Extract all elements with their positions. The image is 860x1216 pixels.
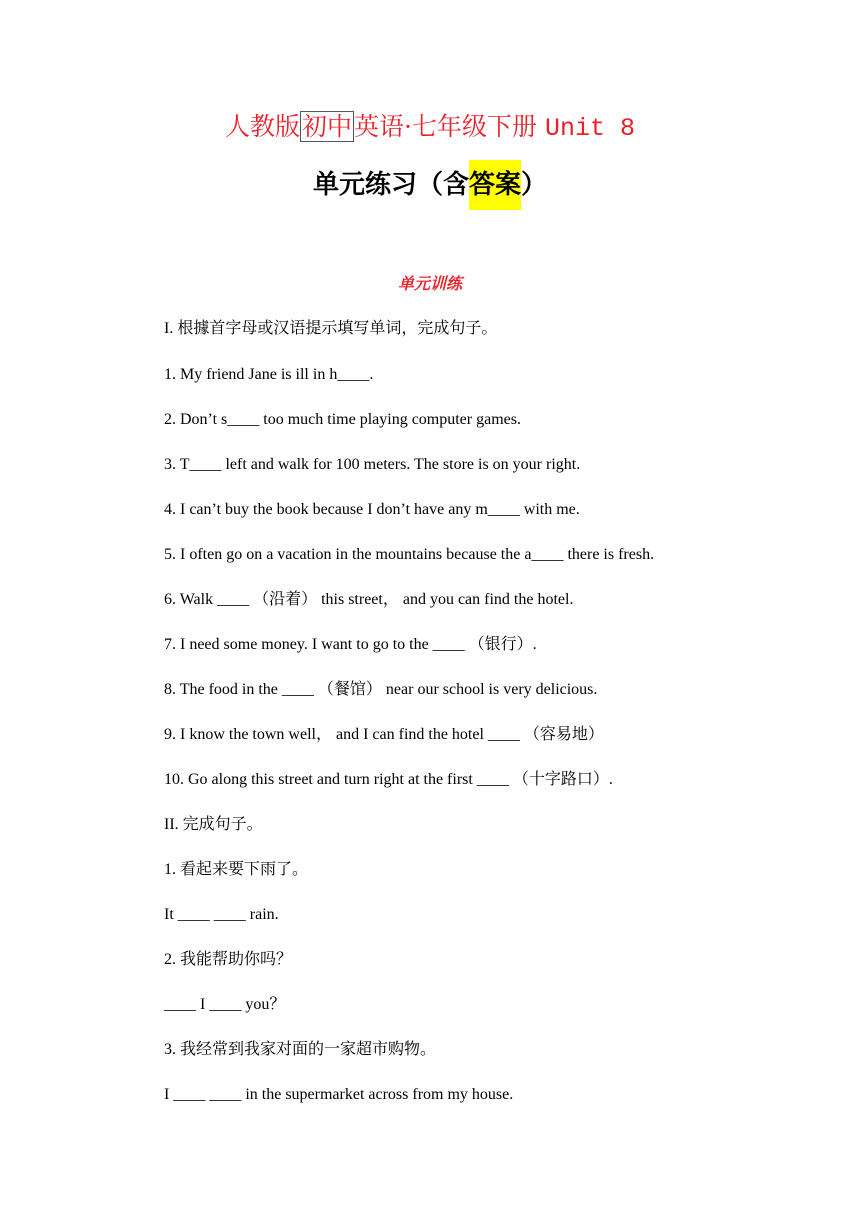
exercise-line: 7. I need some money. I want to go to the ____ （银行）. <box>164 636 537 653</box>
subtitle-after: ） <box>521 170 548 200</box>
exercise-line: 3. 我经常到我家对面的一家超市购物。 <box>164 1041 437 1058</box>
exercise-line: 2. Don’t s____ too much time playing computer games. <box>164 411 521 428</box>
exercise-line: 9. I know the town well， and I can find the hotel ____ （容易地） <box>164 726 604 743</box>
title-prefix: 人教版 <box>225 112 301 141</box>
exercise-line: 3. T____ left and walk for 100 meters. The store is on your right. <box>164 456 581 473</box>
exercise-line: 8. The food in the ____ （餐馆） near our school is very delicious. <box>164 681 598 698</box>
title-middle: 英语·七年级下册 <box>354 112 545 141</box>
title-boxed-text: 初中 <box>302 112 353 141</box>
subtitle-highlight: 答案 <box>469 160 521 210</box>
exercise-line: I ____ ____ in the supermarket across from my house. <box>164 1086 514 1103</box>
section-heading: 单元训练 <box>397 274 462 293</box>
part2-instruction: II. 完成句子。 <box>164 816 263 833</box>
exercise-line: 6. Walk ____ （沿着） this street， and you can find the hotel. <box>164 591 574 608</box>
document-subtitle <box>0 165 860 205</box>
subtitle-before: 单元练习（含 <box>312 170 469 200</box>
title-unit: Unit 8 <box>544 114 635 143</box>
exercise-line: 1. My friend Jane is ill in h____. <box>164 366 374 383</box>
exercise-line: ____ I ____ you？ <box>164 996 286 1013</box>
exercise-line: 10. Go along this street and turn right at the first ____ （十字路口）. <box>164 771 613 788</box>
exercise-line: 4. I can’t buy the book because I don’t have any m____ with me. <box>164 501 580 518</box>
exercise-line: 5. I often go on a vacation in the mountains because the a____ there is fresh. <box>164 546 655 563</box>
exercise-line: 1. 看起来要下雨了。 <box>164 861 309 878</box>
document-title <box>0 110 860 146</box>
part1-instruction: I. 根據首字母或汉语提示填写单词，完成句子。 <box>164 320 498 337</box>
exercise-line: 2. 我能帮助你吗？ <box>164 951 293 968</box>
exercise-line: It ____ ____ rain. <box>164 906 279 923</box>
